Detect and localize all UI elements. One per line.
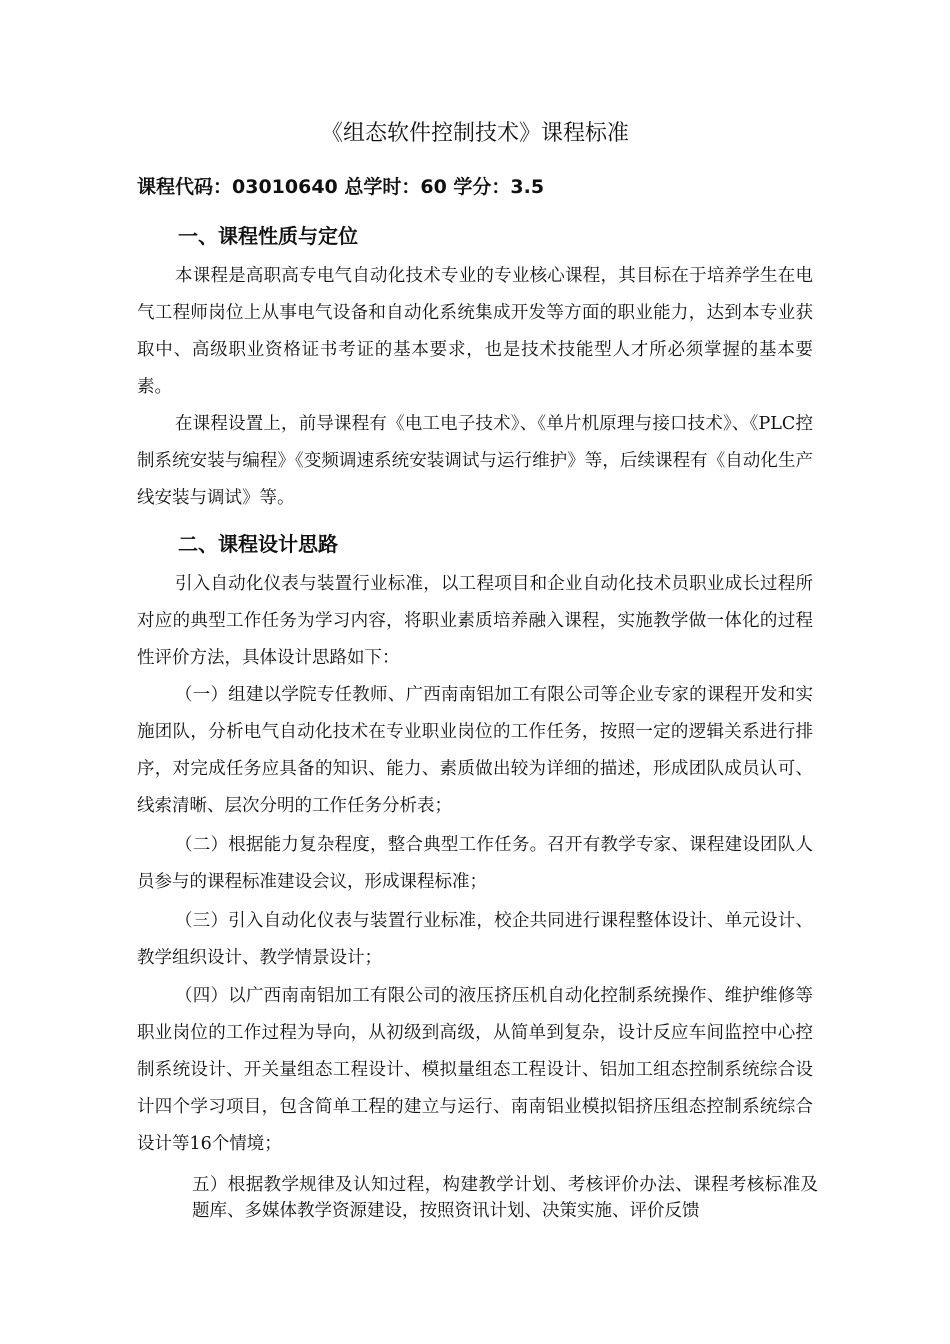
document-title: 《组态软件控制技术》课程标准: [320, 121, 629, 146]
paragraph: 五）根据教学规律及认知过程，构建教学计划、考核评价办法、课程考核标准及题库、多媒体教学资源建设，按照资讯计划、决策实施、评价反馈: [192, 1175, 818, 1221]
paragraph: （四）以广西南南铝加工有限公司的液压挤压机自动化控制系统操作、维护维修等职业岗位的工作过程为导向，从初级到高级，从简单到复杂，设计反应车间监控中心控制系统设计、开关量组态工程设计、模拟量组态工程设计、铝加工组态控制系统综合设计四个学习项目，包含简单工程的建立与运行、南南铝业模拟铝挤压组态控制系统综合设计等16个情境；: [137, 986, 813, 1154]
paragraph: 在课程设置上，前导课程有《电工电子技术》、《单片机原理与接口技术》、《PLC控制系统安装与编程》《变频调速系统安装调试与运行维护》等，后续课程有《自动化生产线安装与调试》等。: [137, 414, 813, 508]
paragraph: （三）引入自动化仪表与装置行业标准，校企共同进行课程整体设计、单元设计、教学组织设计、教学情景设计；: [137, 911, 813, 968]
paragraph: 引入自动化仪表与装置行业标准，以工程项目和企业自动化技术员职业成长过程所对应的典型工作任务为学习内容，将职业素质培养融入课程，实施教学做一体化的过程性评价方法，具体设计思路如下：: [137, 574, 813, 668]
paragraph: 本课程是高职高专电气自动化技术专业的专业核心课程，其目标在于培养学生在电气工程师岗位上从事电气设备和自动化系统集成开发等方面的职业能力，达到本专业获取中、高级职业资格证书考证的基本要求，也是技术技能型人才所必须掌握的基本要素。: [137, 266, 813, 397]
course-meta: 课程代码：03010640 总学时：60 学分：3.5: [137, 176, 545, 198]
paragraph: （二）根据能力复杂程度，整合典型工作任务。召开有教学专家、课程建设团队人员参与的课程标准建设会议，形成课程标准；: [137, 835, 813, 892]
paragraph: （一）组建以学院专任教师、广西南南铝加工有限公司等企业专家的课程开发和实施团队，分析电气自动化技术在专业职业岗位的工作任务，按照一定的逻辑关系进行排序，对完成任务应具备的知识、能力、素质做出较为详细的描述，形成团队成员认可、线索清晰、层次分明的工作任务分析表；: [137, 685, 813, 816]
section-heading-1: 一、课程性质与定位: [178, 224, 358, 248]
section-heading-2: 二、课程设计思路: [178, 532, 338, 556]
